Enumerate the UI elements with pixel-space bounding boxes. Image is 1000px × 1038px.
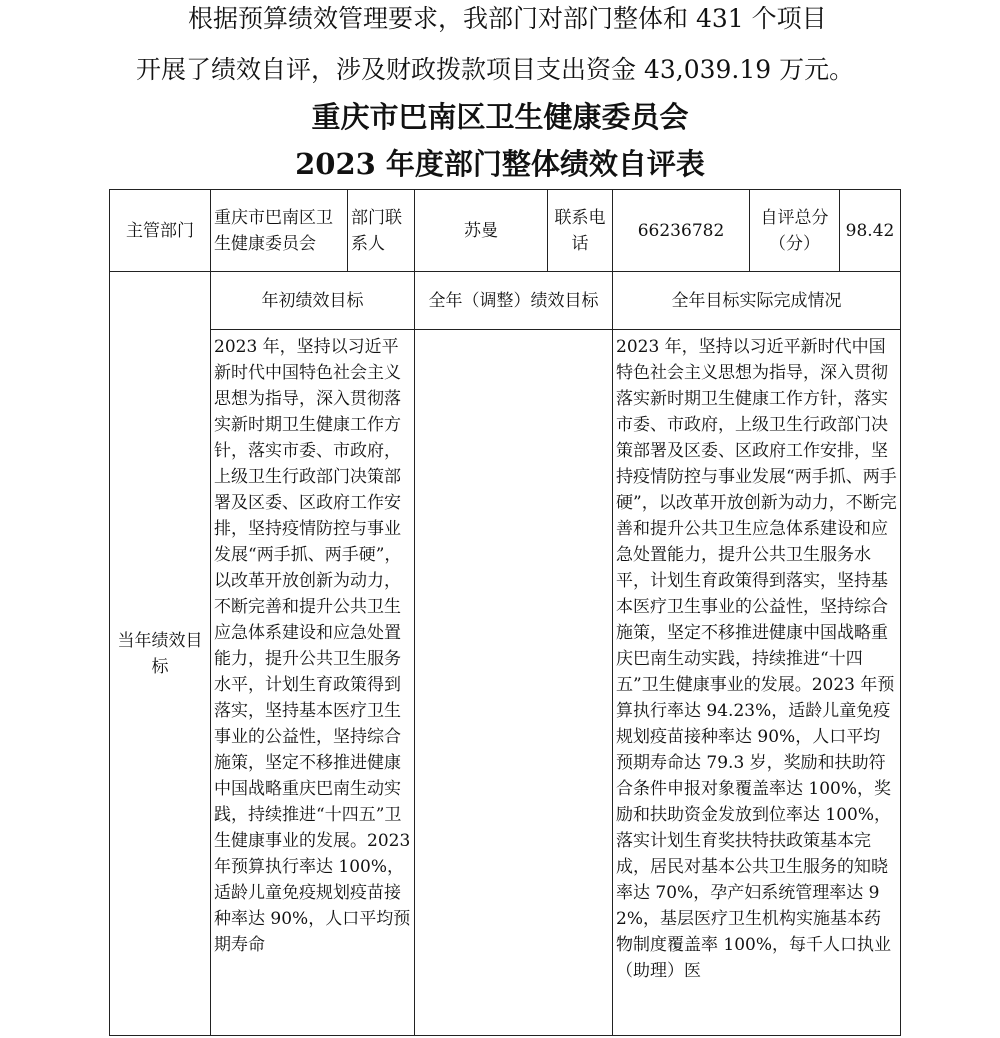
intro-line-1: 根据预算绩效管理要求，我部门对部门整体和 431 个项目 — [188, 4, 827, 33]
evaluation-table — [109, 189, 901, 1036]
phone-label: 联系电话 — [548, 190, 613, 272]
col-header-actual: 全年目标实际完成情况 — [613, 272, 901, 330]
initial-goal-cell — [211, 330, 415, 1036]
info-row — [110, 190, 901, 272]
dept-value: 重庆市巴南区卫生健康委员会 — [211, 190, 348, 272]
doc-title-form: 2023 年度部门整体绩效自评表 — [295, 147, 705, 181]
content-row — [110, 330, 901, 1036]
intro-line-2: 开展了绩效自评，涉及财政拨款项目支出资金 43,039.19 万元。 — [136, 55, 855, 84]
actual-text: 2023 年，坚持以习近平新时代中国特色社会主义思想为指导，深入贯彻落实新时期卫生健康工作方针，落实市委、市政府，上级卫生行政部门决策部署及区委、区政府工作安排，坚持疫情防控与事业发展“两手抓、两手硬”，以改革开放创新为动力，不断完善和提升公共卫生应急体系建设和应急处置能力，提升公共卫生服务水平，计划生育政策得到落实，坚持基本医疗卫生事业的公益性，坚持综合施策，坚定不移推进健康中国战略重庆巴南生动实践，持续推进“十四五”卫生健康事业的发展。2023 年预算执行率达 94.23%，适龄儿童免疫规划疫苗接种率达 90%，人口平均预期寿命达 79.3 岁，奖励和扶助符合条件申报对象覆盖率达 100%，奖励和扶助资金发放到位率达 100%，落实计划生育奖扶特扶政策基本完成，居民对基本公共卫生服务的知晓率达 70%，孕产妇系统管理率达 92%，基层医疗卫生机构实施基本药物制度覆盖率 100%，每千人口执业（助理）医 — [616, 337, 897, 981]
header-row — [110, 272, 901, 330]
col-header-initial: 年初绩效目标 — [211, 272, 415, 330]
col-header-adjusted: 全年（调整）绩效目标 — [415, 272, 613, 330]
dept-label: 主管部门 — [110, 190, 211, 272]
goal-label: 当年绩效目标 — [110, 272, 211, 1036]
phone-value: 66236782 — [613, 190, 750, 272]
adjusted-goal-cell — [415, 330, 613, 1036]
doc-title-org: 重庆市巴南区卫生健康委员会 — [311, 100, 689, 134]
score-value: 98.42 — [840, 190, 901, 272]
contact-label: 部门联系人 — [348, 190, 415, 272]
score-label: 自评总分（分） — [750, 190, 840, 272]
contact-value: 苏曼 — [415, 190, 548, 272]
actual-cell — [613, 330, 901, 1036]
initial-goal-text: 2023 年，坚持以习近平新时代中国特色社会主义思想为指导，深入贯彻落实新时期卫生健康工作方针，落实市委、市政府，上级卫生行政部门决策部署及区委、区政府工作安排，坚持疫情防控与事业发展“两手抓、两手硬”，以改革开放创新为动力，不断完善和提升公共卫生应急体系建设和应急处置能力，提升公共卫生服务水平，计划生育政策得到落实，坚持基本医疗卫生事业的公益性，坚持综合施策，坚定不移推进健康中国战略重庆巴南生动实践，持续推进“十四五”卫生健康事业的发展。2023 年预算执行率达 100%，适龄儿童免疫规划疫苗接种率达 90%，人口平均预期寿命 — [214, 337, 411, 955]
